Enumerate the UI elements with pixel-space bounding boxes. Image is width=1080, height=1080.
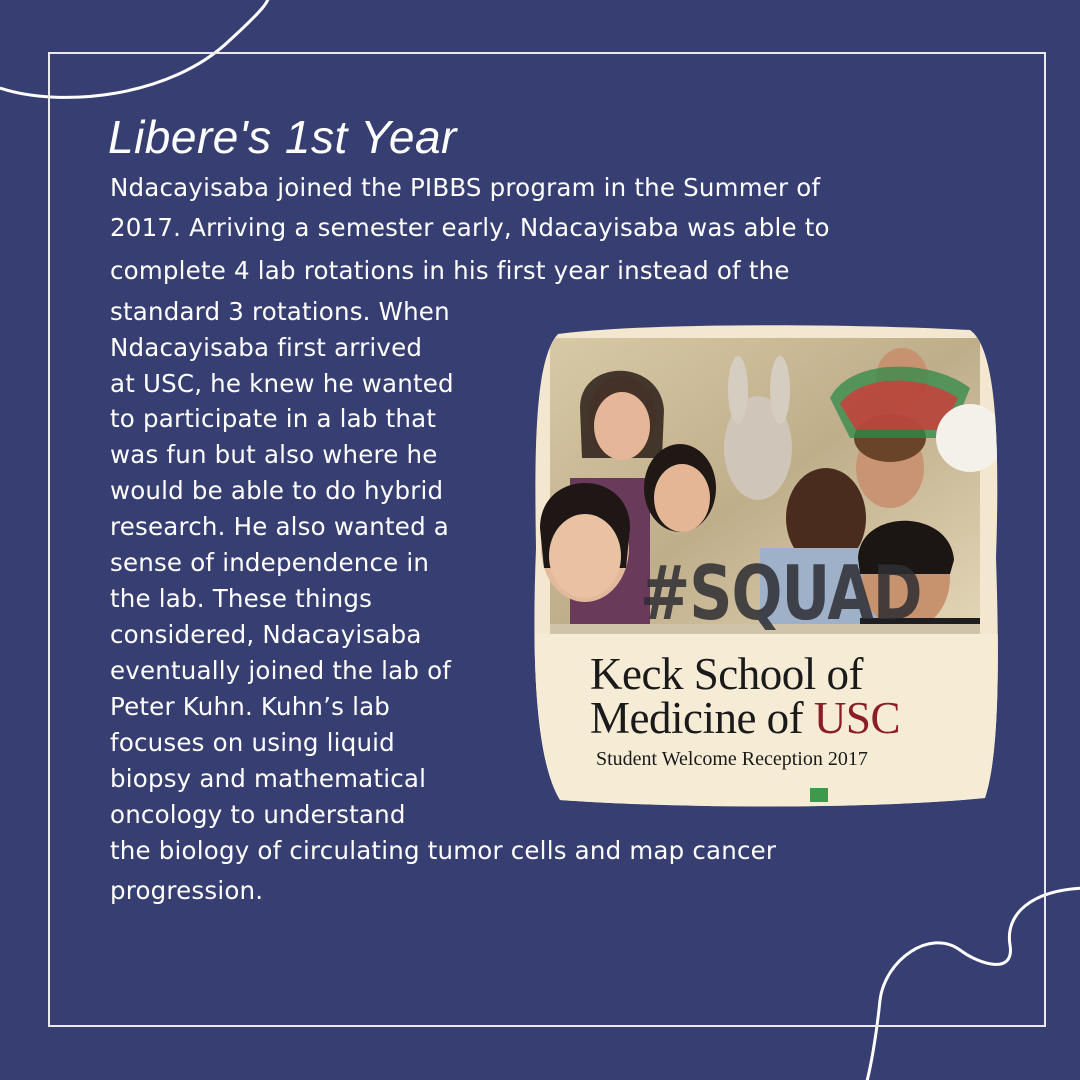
body-line: focuses on using liquid bbox=[110, 728, 395, 757]
body-line: 2017. Arriving a semester early, Ndacayisaba was able to bbox=[110, 213, 830, 242]
body-line: biopsy and mathematical bbox=[110, 764, 427, 793]
caption-line-school: Keck School of bbox=[590, 649, 863, 699]
caption-usc-text: USC bbox=[813, 693, 900, 743]
photo-caption bbox=[590, 649, 950, 772]
caption-line-event: Student Welcome Reception 2017 bbox=[596, 748, 868, 770]
body-line: progression. bbox=[110, 876, 264, 905]
body-line: the lab. These things bbox=[110, 584, 373, 613]
body-line: Ndacayisaba joined the PIBBS program in the Summer of bbox=[110, 173, 821, 202]
page-title: Libere's 1st Year bbox=[108, 111, 457, 163]
body-line: Ndacayisaba first arrived bbox=[110, 333, 423, 362]
body-line: sense of independence in bbox=[110, 548, 430, 577]
body-line: eventually joined the lab of bbox=[110, 656, 452, 685]
caption-medicine-text: Medicine of bbox=[590, 693, 814, 743]
body-line: at USC, he knew he wanted bbox=[110, 369, 454, 398]
body-line: to participate in a lab that bbox=[110, 404, 437, 433]
squad-sign: #SQUAD bbox=[640, 550, 922, 638]
caption-line-medicine bbox=[590, 693, 950, 743]
body-line: considered, Ndacayisaba bbox=[110, 620, 422, 649]
body-line: research. He also wanted a bbox=[110, 512, 450, 541]
body-line: standard 3 rotations. When bbox=[110, 297, 450, 326]
body-line: oncology to understand bbox=[110, 800, 406, 829]
body-line: would be able to do hybrid bbox=[110, 476, 444, 505]
body-line: was fun but also where he bbox=[110, 440, 438, 469]
body-line: Peter Kuhn. Kuhn’s lab bbox=[110, 692, 391, 721]
body-line: complete 4 lab rotations in his first year instead of the bbox=[110, 256, 790, 285]
body-line: the biology of circulating tumor cells and map cancer bbox=[110, 836, 777, 865]
